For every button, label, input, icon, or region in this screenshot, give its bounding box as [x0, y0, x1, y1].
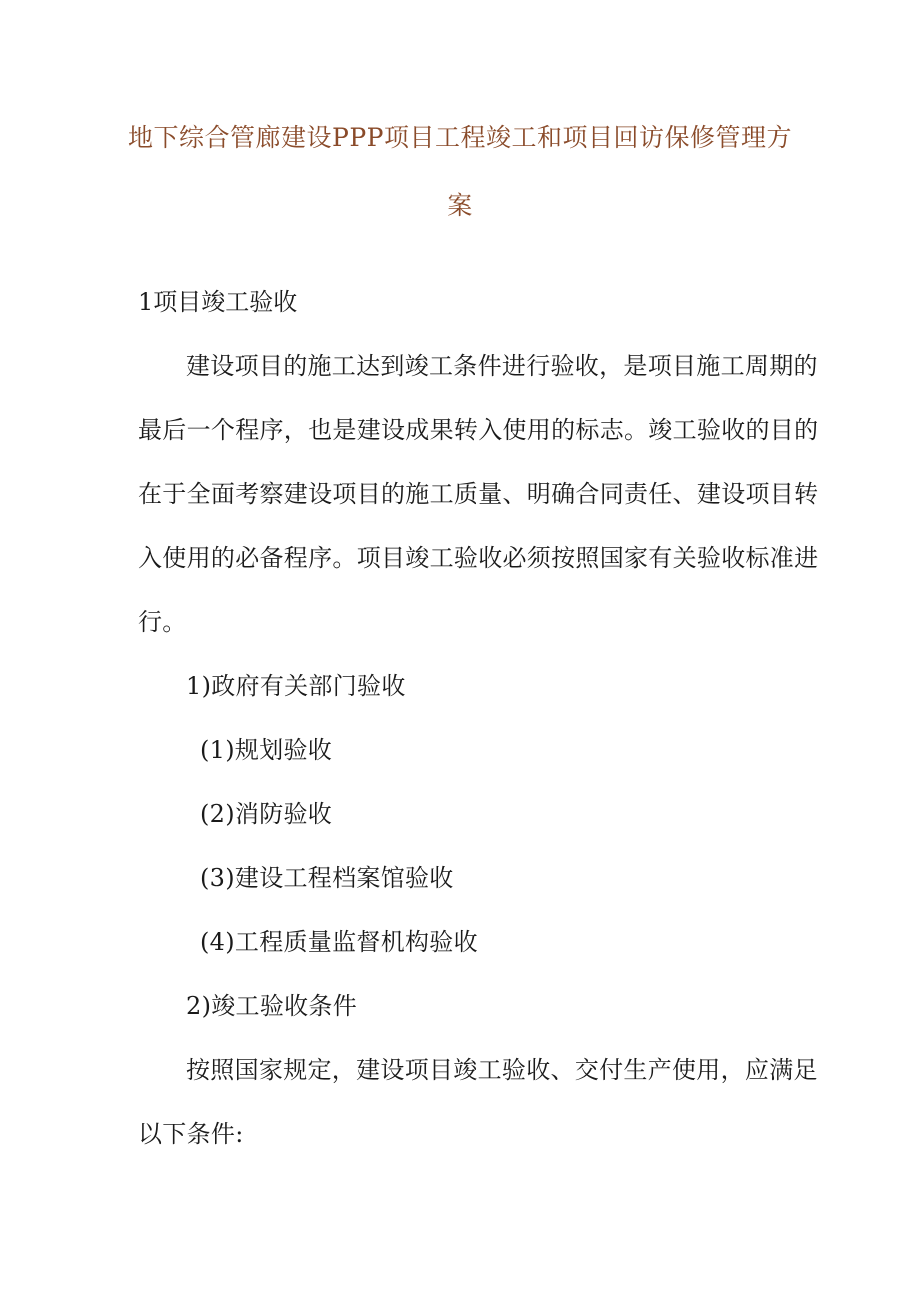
intro-paragraph-line: 行。	[138, 608, 187, 636]
list-item: (2)消防验收	[200, 800, 333, 828]
subsection-title-acceptance-conditions: 2)竣工验收条件	[186, 992, 358, 1020]
subsection-title-government-acceptance: 1)政府有关部门验收	[186, 672, 406, 700]
section-heading: 1项目竣工验收	[138, 288, 298, 316]
document-title-line-2: 案	[447, 191, 473, 220]
conditions-paragraph-line: 以下条件:	[138, 1120, 244, 1148]
list-item: (3)建设工程档案馆验收	[200, 864, 454, 892]
conditions-paragraph-line: 按照国家规定，建设项目竣工验收、交付生产使用，应满足	[186, 1056, 818, 1084]
list-item: (4)工程质量监督机构验收	[200, 928, 478, 956]
intro-paragraph-line: 最后一个程序，也是建设成果转入使用的标志。竣工验收的目的	[138, 416, 819, 444]
intro-paragraph-line: 在于全面考察建设项目的施工质量、明确合同责任、建设项目转	[138, 480, 819, 508]
document-title-line-1: 地下综合管廊建设PPP项目工程竣工和项目回访保修管理方	[128, 123, 792, 152]
list-item: (1)规划验收	[200, 736, 333, 764]
intro-paragraph-line: 入使用的必备程序。项目竣工验收必须按照国家有关验收标准进	[138, 544, 819, 572]
intro-paragraph-line: 建设项目的施工达到竣工条件进行验收，是项目施工周期的	[186, 352, 818, 380]
